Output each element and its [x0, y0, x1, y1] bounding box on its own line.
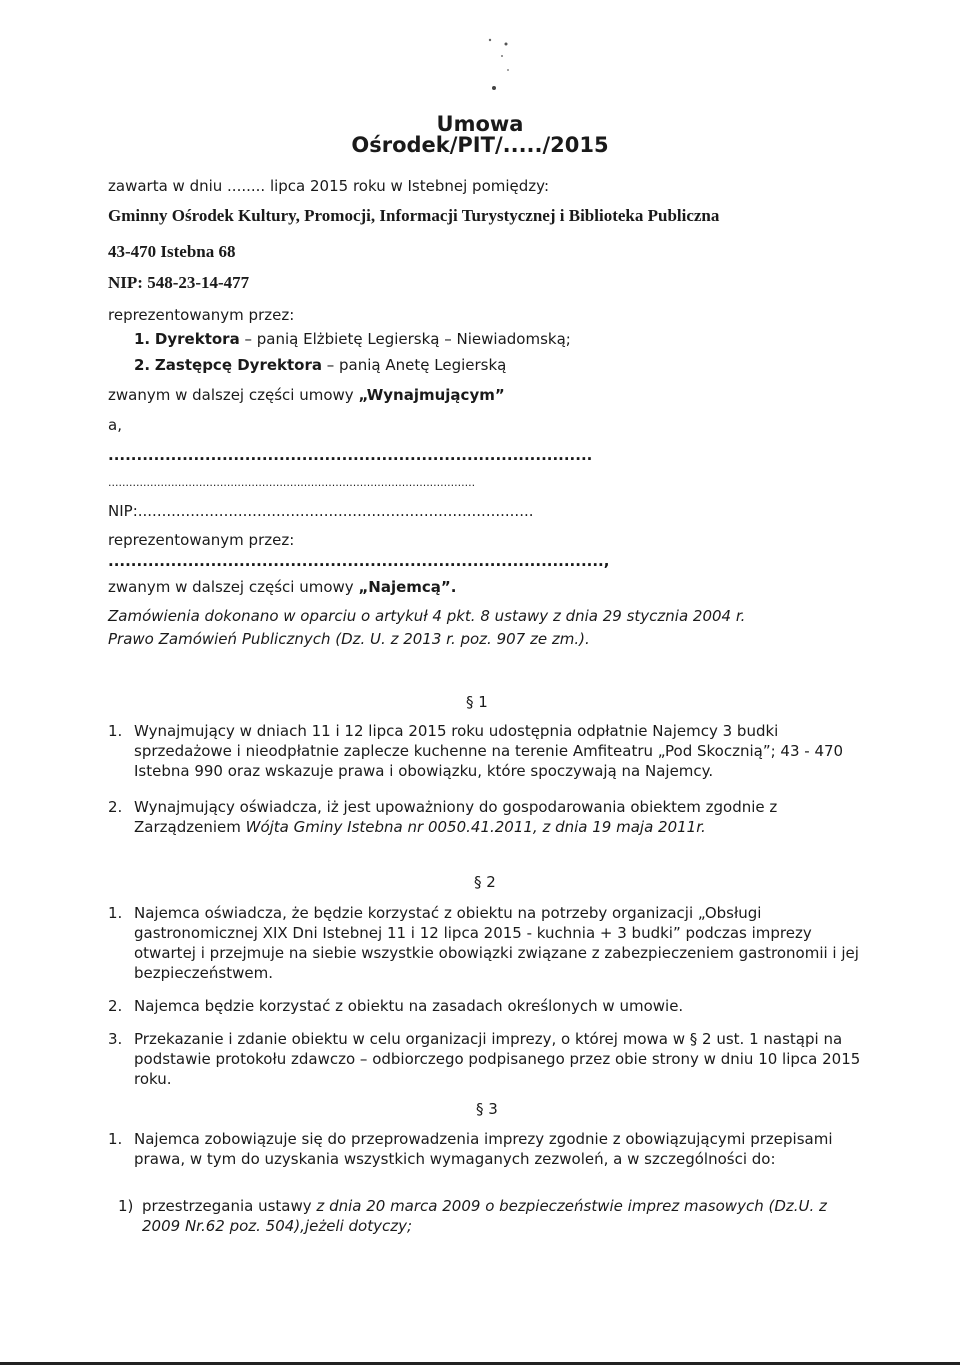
- institution-name: Gminny Ośrodek Kultury, Promocji, Informacji Turystycznej i Biblioteka Publiczna: [108, 206, 720, 225]
- order-basis-line-2: Prawo Zamówień Publicznych (Dz. U. z 2013 r. poz. 907 ze zm.).: [108, 630, 590, 648]
- order-basis-line-1: Zamówienia dokonano w oparciu o artykuł 4 pkt. 8 ustawy z dnia 29 stycznia 2004 r.: [108, 607, 746, 625]
- section-2-heading: § 2: [474, 873, 496, 891]
- section-3-paragraph-1: 1. Najemca zobowiązuje się do przeprowadzenia imprezy zgodnie z obowiązującymi przepisami prawa, w tym do uzyskania wszystkich wymaganych zezwoleń, a w szczególności do:: [108, 1130, 833, 1168]
- intro-line: zawarta w dniu ........ lipca 2015 roku w Istebnej pomiędzy:: [108, 177, 549, 195]
- institution-address: 43-470 Istebna 68: [108, 242, 236, 261]
- document-title: Umowa: [436, 112, 524, 136]
- institution-nip: NIP: 548-23-14-477: [108, 273, 250, 292]
- document-number: Ośrodek/PIT/...../2015: [351, 133, 609, 157]
- section-2-paragraph-2: 2. Najemca będzie korzystać z obiektu na zasadach określonych w umowie.: [108, 997, 684, 1015]
- section-1-paragraph-2: 2. Wynajmujący oświadcza, iż jest upoważniony do gospodarowania obiektem zgodnie z Zarządzeniem Wójta Gminy Istebna nr 0050.41.2011, z dnia 19 maja 2011r.: [108, 798, 778, 836]
- scan-speck-mark: [450, 30, 520, 100]
- section-1-heading: § 1: [466, 693, 488, 711]
- section-2-paragraph-1: 1. Najemca oświadcza, że będzie korzystać z obiektu na potrzeby organizacji „Obsługi gastronomicznej XIX Dni Istebnej 11 i 12 lipca 2015 - kuchnia + 3 budki” podczas imprezy otwartej i przejmuje na siebie wszystkie obowiązki związane z zabezpieczeniem gastronomii i jej bezpieczeństwem.: [108, 904, 859, 982]
- represented-by-label-2: reprezentowanym przez:: [108, 531, 295, 549]
- section-1-paragraph-1: 1. Wynajmujący w dniach 11 i 12 lipca 2015 roku udostępnia odpłatnie Najemcy 3 budki sprzedażowe i nieodpłatnie zaplecze kuchenne na terenie Amfiteatru „Pod Skocznią”; 43 - 470 Istebna 990 oraz wskazuje prawa i obowiązku, które spoczywają na Najemcy.: [108, 722, 844, 780]
- tenant-name-blank: .....................................................................................: [108, 446, 593, 464]
- landlord-designation: zwanym w dalszej części umowy „Wynajmującym”: [108, 386, 505, 404]
- section-3-subpoint-1: 1) przestrzegania ustawy z dnia 20 marca 2009 o bezpieczeństwie imprez masowych (Dz.U. z 2009 Nr.62 poz. 504),jeżeli dotyczy;: [118, 1197, 827, 1235]
- representative-2: 2. Zastępcę Dyrektora – panią Anetę Legierską: [134, 356, 507, 374]
- tenant-nip-blank: NIP:...................................................................................: [108, 502, 534, 520]
- tenant-representative-blank: .......................................................................................,: [108, 552, 610, 570]
- tenant-designation: zwanym w dalszej części umowy „Najemcą”.: [108, 578, 457, 596]
- and-label: a,: [108, 416, 122, 434]
- tenant-address-blank: .........................................................................................................: [108, 476, 476, 489]
- section-2-paragraph-3: 3. Przekazanie i zdanie obiektu w celu organizacji imprezy, o której mowa w § 2 ust. 1 nastąpi na podstawie protokołu zdawczo – odbiorczego podpisanego przez obie strony w dniu 10 lipca 2015 roku.: [108, 1030, 861, 1088]
- representative-1: 1. Dyrektora – panią Elżbietę Legierską – Niewiadomską;: [134, 330, 571, 348]
- represented-by-label: reprezentowanym przez:: [108, 306, 295, 324]
- section-3-heading: § 3: [476, 1100, 498, 1118]
